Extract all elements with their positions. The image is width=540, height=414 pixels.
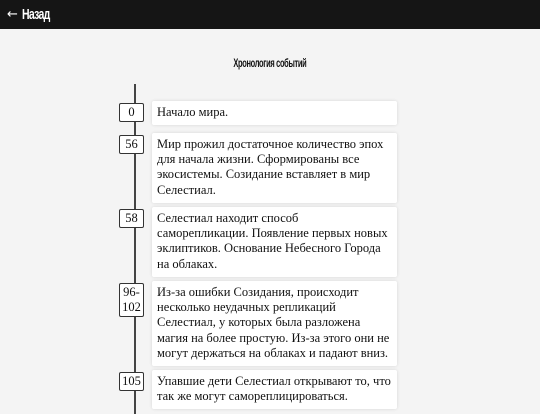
event-card: Селестиал находит способ саморепликации. Появление первых новых эклиптиков. Основание Небесного Города на облаках.	[152, 207, 397, 277]
back-arrow-icon: ←	[7, 7, 18, 22]
top-bar	[0, 0, 540, 29]
event-year-badge: 0	[119, 103, 144, 122]
event-card: Мир прожил достаточное количество эпох для начала жизни. Сформированы все экосистемы. Созидание вставляет в мир Селестиал.	[152, 133, 397, 203]
event-card: Из-за ошибки Созидания, происходит несколько неудачных репликаций Селестиал, у которых была разложена магия на более простую. Из-за этого они не могут держаться на облаках и падают вниз.	[152, 281, 397, 366]
event-year-badge: 96-102	[119, 283, 144, 317]
event-year-badge: 56	[119, 135, 144, 154]
event-card: Упавшие дети Селестиал открывают то, что так же могут самореплицироваться.	[152, 370, 397, 409]
page-title-text: Хронология событий	[233, 56, 307, 70]
timeline-line	[134, 84, 136, 414]
back-button-label: Назад	[21, 6, 50, 23]
page-title	[0, 56, 540, 70]
event-year-badge: 105	[119, 372, 144, 391]
back-button[interactable]	[7, 6, 61, 23]
event-card: Начало мира.	[152, 101, 397, 125]
event-year-badge: 58	[119, 209, 144, 228]
